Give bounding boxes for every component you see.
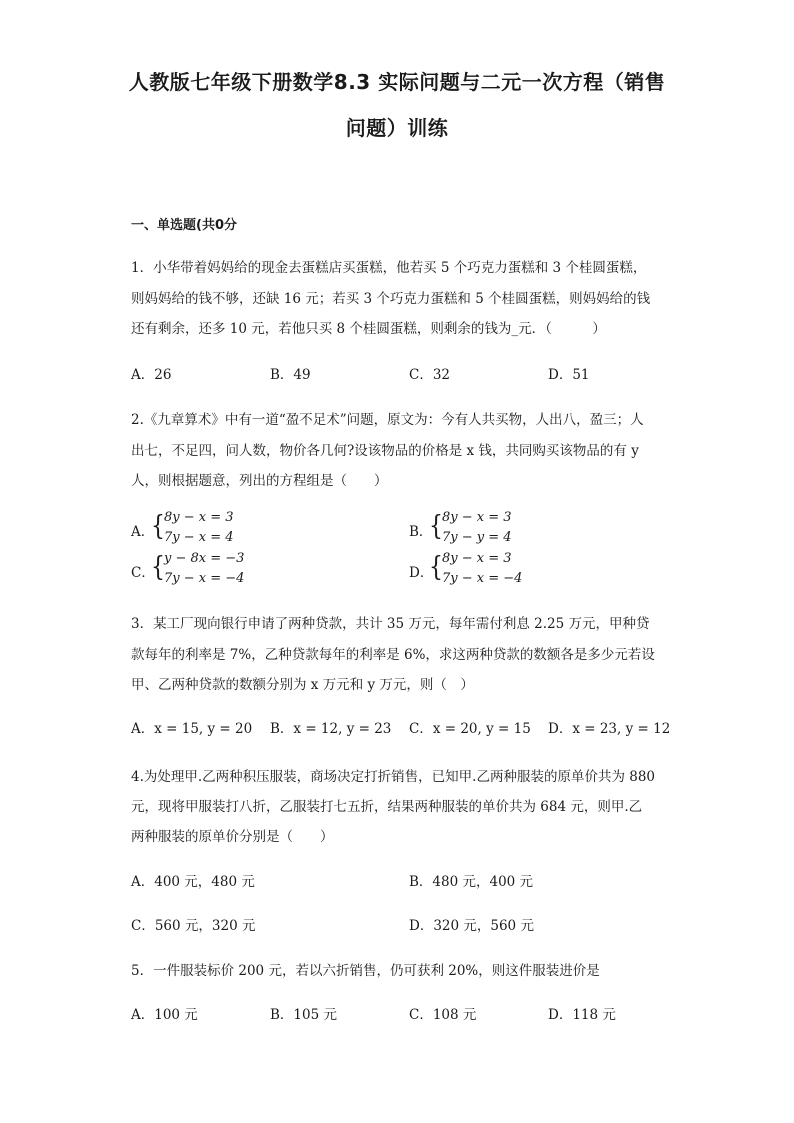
question-text-line: 1．小华带着妈妈给的现金去蛋糕店买蛋糕，他若买 5 个巧克力蛋糕和 3 个桂圆蛋糕， bbox=[131, 260, 647, 276]
option-c[interactable]: C．x = 20, y = 15 bbox=[409, 721, 531, 737]
option-a[interactable]: A．100 元 bbox=[131, 1007, 198, 1023]
equation-1: 8y − x = 3 bbox=[442, 510, 512, 525]
equation-1: 8y − x = 3 bbox=[164, 510, 234, 525]
left-brace-icon: { bbox=[429, 510, 443, 543]
left-brace-icon: { bbox=[151, 510, 165, 543]
question-text-line: 款每年的利率是 7%，乙种贷款每年的利率是 6%，求这两种贷款的数额各是多少元若设 bbox=[131, 647, 655, 663]
page-title-line-1: 人教版七年级下册数学8.3 实际问题与二元一次方程（销售 bbox=[128, 70, 666, 94]
option-c[interactable]: C．560 元，320 元 bbox=[131, 918, 256, 934]
option-label: A． bbox=[131, 524, 155, 540]
equation-1: y − 8x = −3 bbox=[164, 551, 245, 566]
option-a[interactable]: A．26 bbox=[131, 367, 172, 383]
option-d[interactable]: D．320 元，560 元 bbox=[409, 918, 534, 934]
option-c[interactable]: C．108 元 bbox=[409, 1007, 477, 1023]
question-text-line: 两种服装的原单价分别是（ ） bbox=[131, 829, 334, 845]
question-text-line: 人，则根据题意，列出的方程组是（ ） bbox=[131, 473, 388, 489]
option-b[interactable]: B．105 元 bbox=[270, 1007, 337, 1023]
page-title-line-2: 问题）训练 bbox=[345, 116, 449, 140]
section-heading: 一、单选题(共0分 bbox=[131, 218, 237, 233]
option-label: B． bbox=[409, 524, 433, 540]
question-text-line: 出七，不足四，问人数，物价各几何?设该物品的价格是 x 钱，共同购买该物品的有 y bbox=[131, 443, 639, 459]
question-text-line: 还有剩余，还多 10 元，若他只买 8 个桂圆蛋糕，则剩余的钱为_元．（ ） bbox=[131, 321, 606, 337]
option-d[interactable]: D．x = 23, y = 12 bbox=[548, 721, 671, 737]
equation-2: 7y − y = 4 bbox=[442, 530, 512, 545]
question-text-line: 3．某工厂现向银行申请了两种贷款，共计 35 万元，每年需付利息 2.25 万元，甲种贷 bbox=[131, 616, 650, 632]
equation-2: 7y − x = −4 bbox=[442, 571, 523, 586]
question-text-line: 则妈妈给的钱不够，还缺 16 元；若买 3 个巧克力蛋糕和 5 个桂圆蛋糕，则妈妈给的钱 bbox=[131, 291, 651, 307]
left-brace-icon: { bbox=[151, 551, 165, 584]
equation-2: 7y − x = −4 bbox=[164, 571, 245, 586]
option-d[interactable]: D．118 元 bbox=[548, 1007, 616, 1023]
question-text-line: 甲、乙两种贷款的数额分别为 x 万元和 y 万元，则（ ） bbox=[131, 677, 474, 693]
option-d[interactable]: D．51 bbox=[548, 367, 590, 383]
option-label: C． bbox=[131, 565, 155, 581]
question-text-line: 5．一件服装标价 200 元，若以六折销售，仍可获利 20%，则这件服装进价是 bbox=[131, 963, 600, 979]
equation-1: 8y − x = 3 bbox=[442, 551, 512, 566]
option-label: D． bbox=[409, 565, 434, 581]
option-a[interactable]: A．x = 15, y = 20 bbox=[131, 721, 253, 737]
option-c[interactable]: C．32 bbox=[409, 367, 451, 383]
option-b[interactable]: B．480 元，400 元 bbox=[409, 874, 534, 890]
question-text-line: 元，现将甲服装打八折，乙服装打七五折，结果两种服装的单价共为 684 元，则甲.乙 bbox=[131, 799, 643, 815]
question-text-line: 2.《九章算术》中有一道“盈不足术”问题，原文为：今有人共买物，人出八，盈三；人 bbox=[131, 412, 644, 428]
question-text-line: 4.为处理甲.乙两种积压服装，商场决定打折销售，已知甲.乙两种服装的原单价共为 880 bbox=[131, 769, 656, 785]
left-brace-icon: { bbox=[429, 551, 443, 584]
option-b[interactable]: B．49 bbox=[270, 367, 311, 383]
option-b[interactable]: B．x = 12, y = 23 bbox=[270, 721, 392, 737]
equation-2: 7y − x = 4 bbox=[164, 530, 234, 545]
option-a[interactable]: A．400 元，480 元 bbox=[131, 874, 255, 890]
